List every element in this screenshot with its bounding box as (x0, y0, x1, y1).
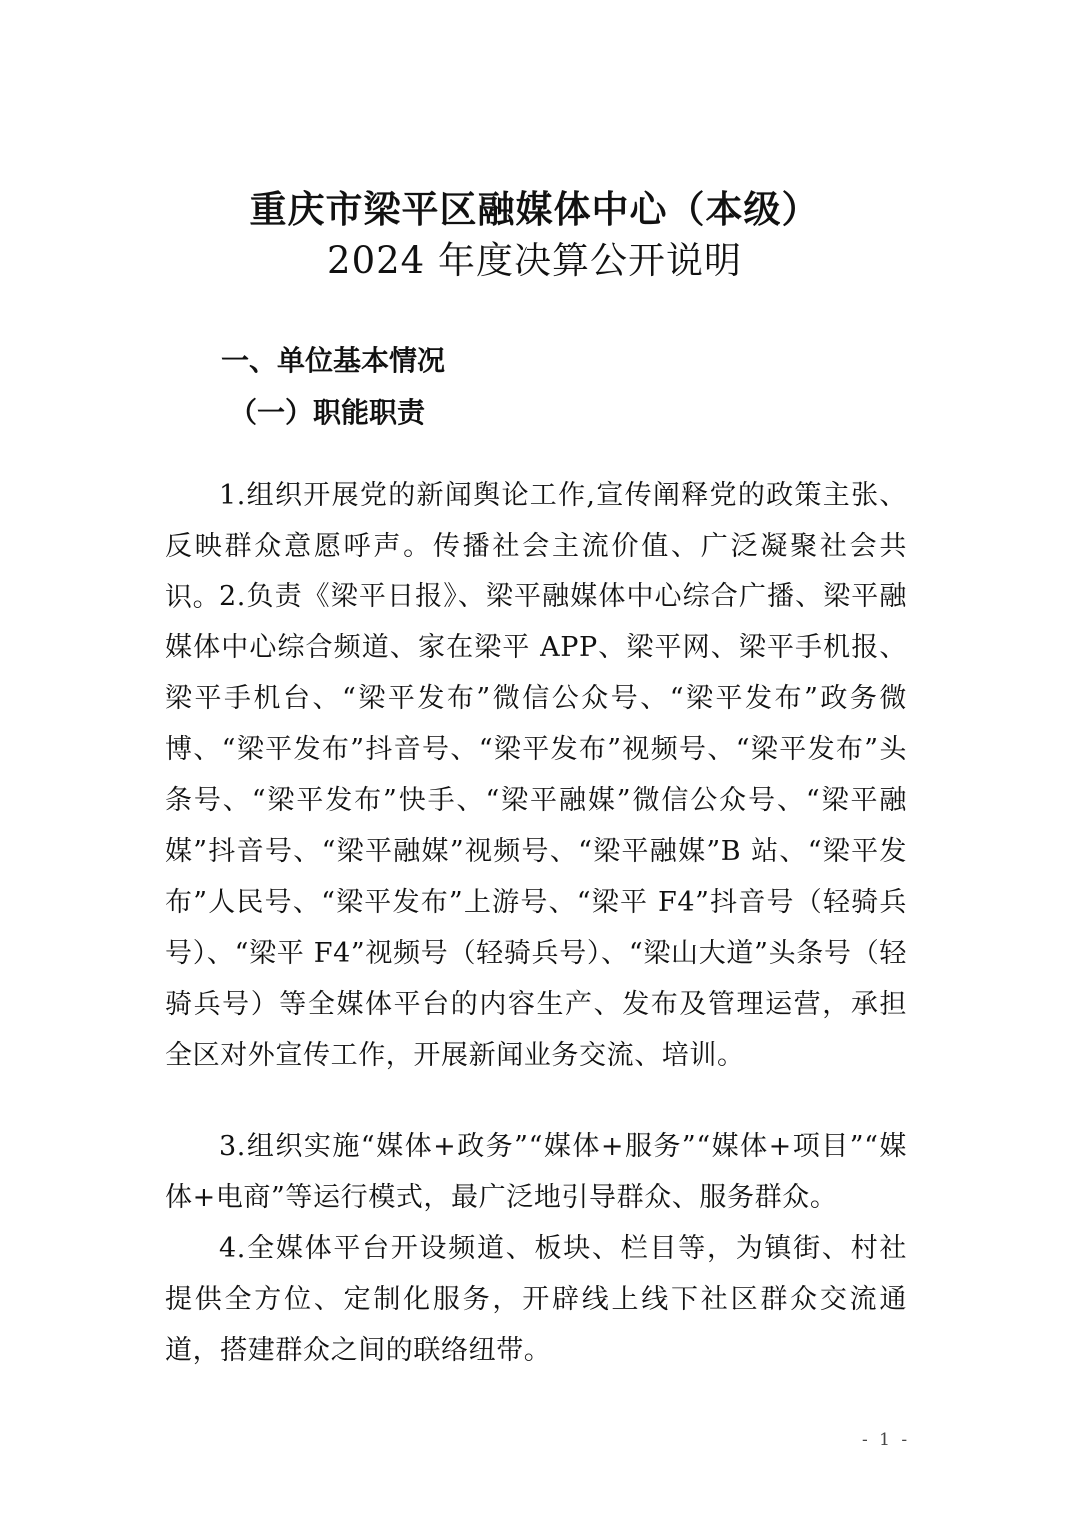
paragraph-4: 4.全媒体平台开设频道、板块、栏目等，为镇街、村社提供全方位、定制化服务，开辟线上线下社区群众交流通道，搭建群众之间的联络纽带。 (165, 1233, 907, 1366)
page-number: - 1 - (862, 1430, 911, 1450)
subsection-heading: （一）职能职责 (229, 396, 426, 429)
paragraph-2: 2.负责《梁平日报》、梁平融媒体中心综合广播、梁平融媒体中心综合频道、家在梁平 APP、梁平网、梁平手机报、梁平手机台、“梁平发布”微信公众号、“梁平发布”政务微博、“梁平发布”抖音号、“梁平发布”视频号、“梁平发布”头条号、“梁平发布”快手、“梁平融媒”微信公众号、“梁平融媒”抖音号、“梁平融媒”视频号、“梁平融媒”B 站、“梁平发布”人民号、“梁平发布”上游号、“梁平 F4”抖音号（轻骑兵号）、“梁平 F4”视频号（轻骑兵号）、“梁山大道”头条号（轻骑兵号）等全媒体平台的内容生产、发布及管理运营，承担全区对外宣传工作，开展新闻业务交流、培训。 (165, 581, 907, 1071)
paragraph-3: 3.组织实施“媒体+政务”“媒体+服务”“媒体+项目”“媒体+电商”等运行模式，最广泛地引导群众、服务群众。 (165, 1131, 907, 1213)
document-title-line2: 2024 年度决算公开说明 (327, 239, 742, 282)
paragraph-1: 1.组织开展党的新闻舆论工作,宣传阐释党的政策主张、反映群众意愿呼声。传播社会主流价值、广泛凝聚社会共识。 (165, 480, 907, 613)
document-title-line1: 重庆市梁平区融媒体中心（本级） (249, 188, 820, 231)
section-heading: 一、单位基本情况 (221, 344, 446, 377)
